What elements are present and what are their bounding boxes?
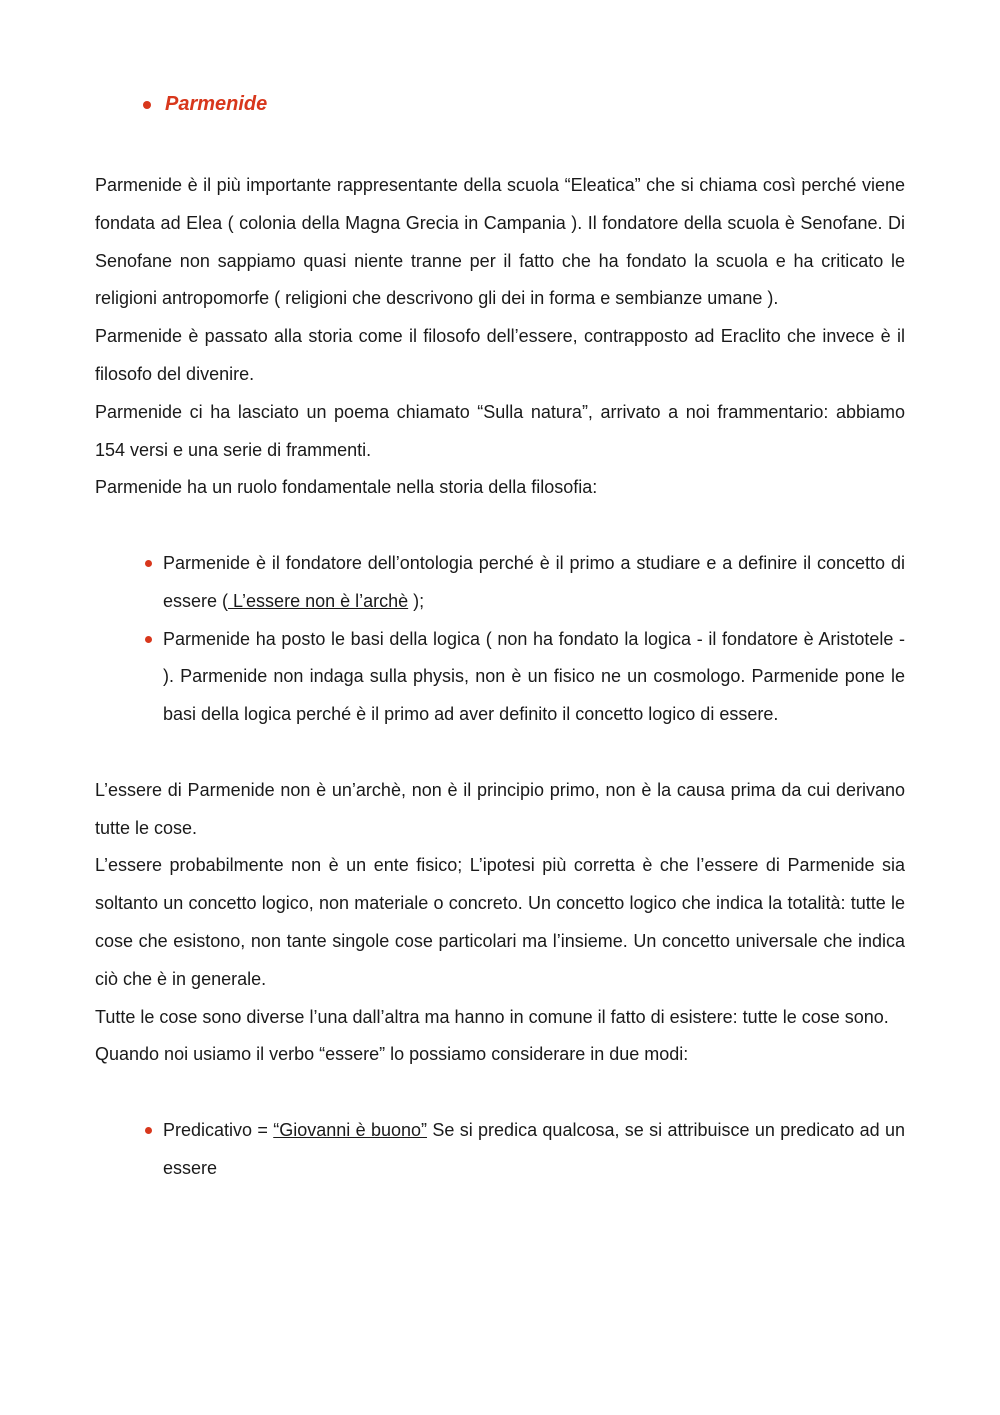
heading-text: Parmenide bbox=[165, 93, 268, 115]
spacer bbox=[95, 1074, 905, 1112]
paragraph-verbo-essere: Quando noi usiamo il verbo “essere” lo possiamo considerare in due modi: bbox=[95, 1044, 689, 1065]
list-item-ontologia bbox=[163, 545, 905, 621]
paragraph-poema: Parmenide ci ha lasciato un poema chiamato “Sulla natura”, arrivato a noi frammentario: abbiamo 154 versi e una serie di frammenti. bbox=[95, 401, 905, 460]
underlined-text: “Giovanni è buono” bbox=[273, 1119, 428, 1140]
bullet-list-modi bbox=[95, 1112, 905, 1188]
underlined-text: L’essere non è l’archè bbox=[228, 590, 409, 611]
section-heading bbox=[143, 93, 267, 116]
spacer bbox=[95, 734, 905, 772]
list-item-logica bbox=[163, 621, 905, 734]
list-item-predicativo bbox=[163, 1112, 905, 1188]
paragraph-arche: L’essere di Parmenide non è un’archè, non è il principio primo, non è la causa prima da cui derivano tutte le cose. bbox=[95, 779, 905, 838]
list-item-text: Se si predica qualcosa, se si attribuisce un predicato ad un essere bbox=[163, 1119, 905, 1178]
list-item-text: ); bbox=[408, 590, 425, 611]
document-body bbox=[95, 167, 905, 1188]
paragraph-esistere: Tutte le cose sono diverse l’una dall’altra ma hanno in comune il fatto di esistere: tutte le cose sono. bbox=[95, 1006, 889, 1027]
paragraph-essere-divenire: Parmenide è passato alla storia come il filosofo dell’essere, contrapposto ad Eraclito che invece è il filosofo del divenire. bbox=[95, 326, 905, 384]
bullet-icon bbox=[145, 1127, 152, 1134]
spacer bbox=[95, 507, 905, 545]
list-item-text: Predicativo = bbox=[163, 1119, 274, 1140]
bullet-list-ruolo bbox=[95, 545, 905, 734]
paragraph-ruolo: Parmenide ha un ruolo fondamentale nella storia della filosofia: bbox=[95, 477, 598, 498]
list-item-text: Parmenide ha posto le basi della logica ( non ha fondato la logica - il fondatore è Aristotele - ). Parmenide non indaga sulla physis, non è un fisico ne un cosmologo. Parmenide pone le basi della logica perché è il primo ad aver definito il concetto logico di essere. bbox=[163, 628, 905, 725]
bullet-icon bbox=[143, 101, 151, 109]
paragraph-intro: Parmenide è il più importante rappresentante della scuola “Eleatica” che si chiama così perché viene fondata ad Elea ( colonia della Magna Grecia in Campania ). Il fondatore della scuola è Senofane. Di Senofane non sappiamo quasi niente tranne per il fatto che ha fondato la scuola e ha criticato le religioni antropomorfe ( religioni che descrivono gli dei in forma e sembianze umane ). bbox=[95, 175, 905, 309]
paragraph-concetto-logico: L’essere probabilmente non è un ente fisico; L’ipotesi più corretta è che l’essere di Parmenide sia soltanto un concetto logico, non materiale o concreto. Un concetto logico che indica la totalità: tutte le cose che esistono, non tante singole cose particolari ma l’insieme. Un concetto universale che indica ciò che è in generale. bbox=[95, 855, 905, 989]
list-item-text: Parmenide è il fondatore dell’ontologia perché è il primo a studiare e a definire il concetto di essere ( bbox=[163, 552, 905, 611]
bullet-icon bbox=[145, 560, 152, 567]
bullet-icon bbox=[145, 636, 152, 643]
